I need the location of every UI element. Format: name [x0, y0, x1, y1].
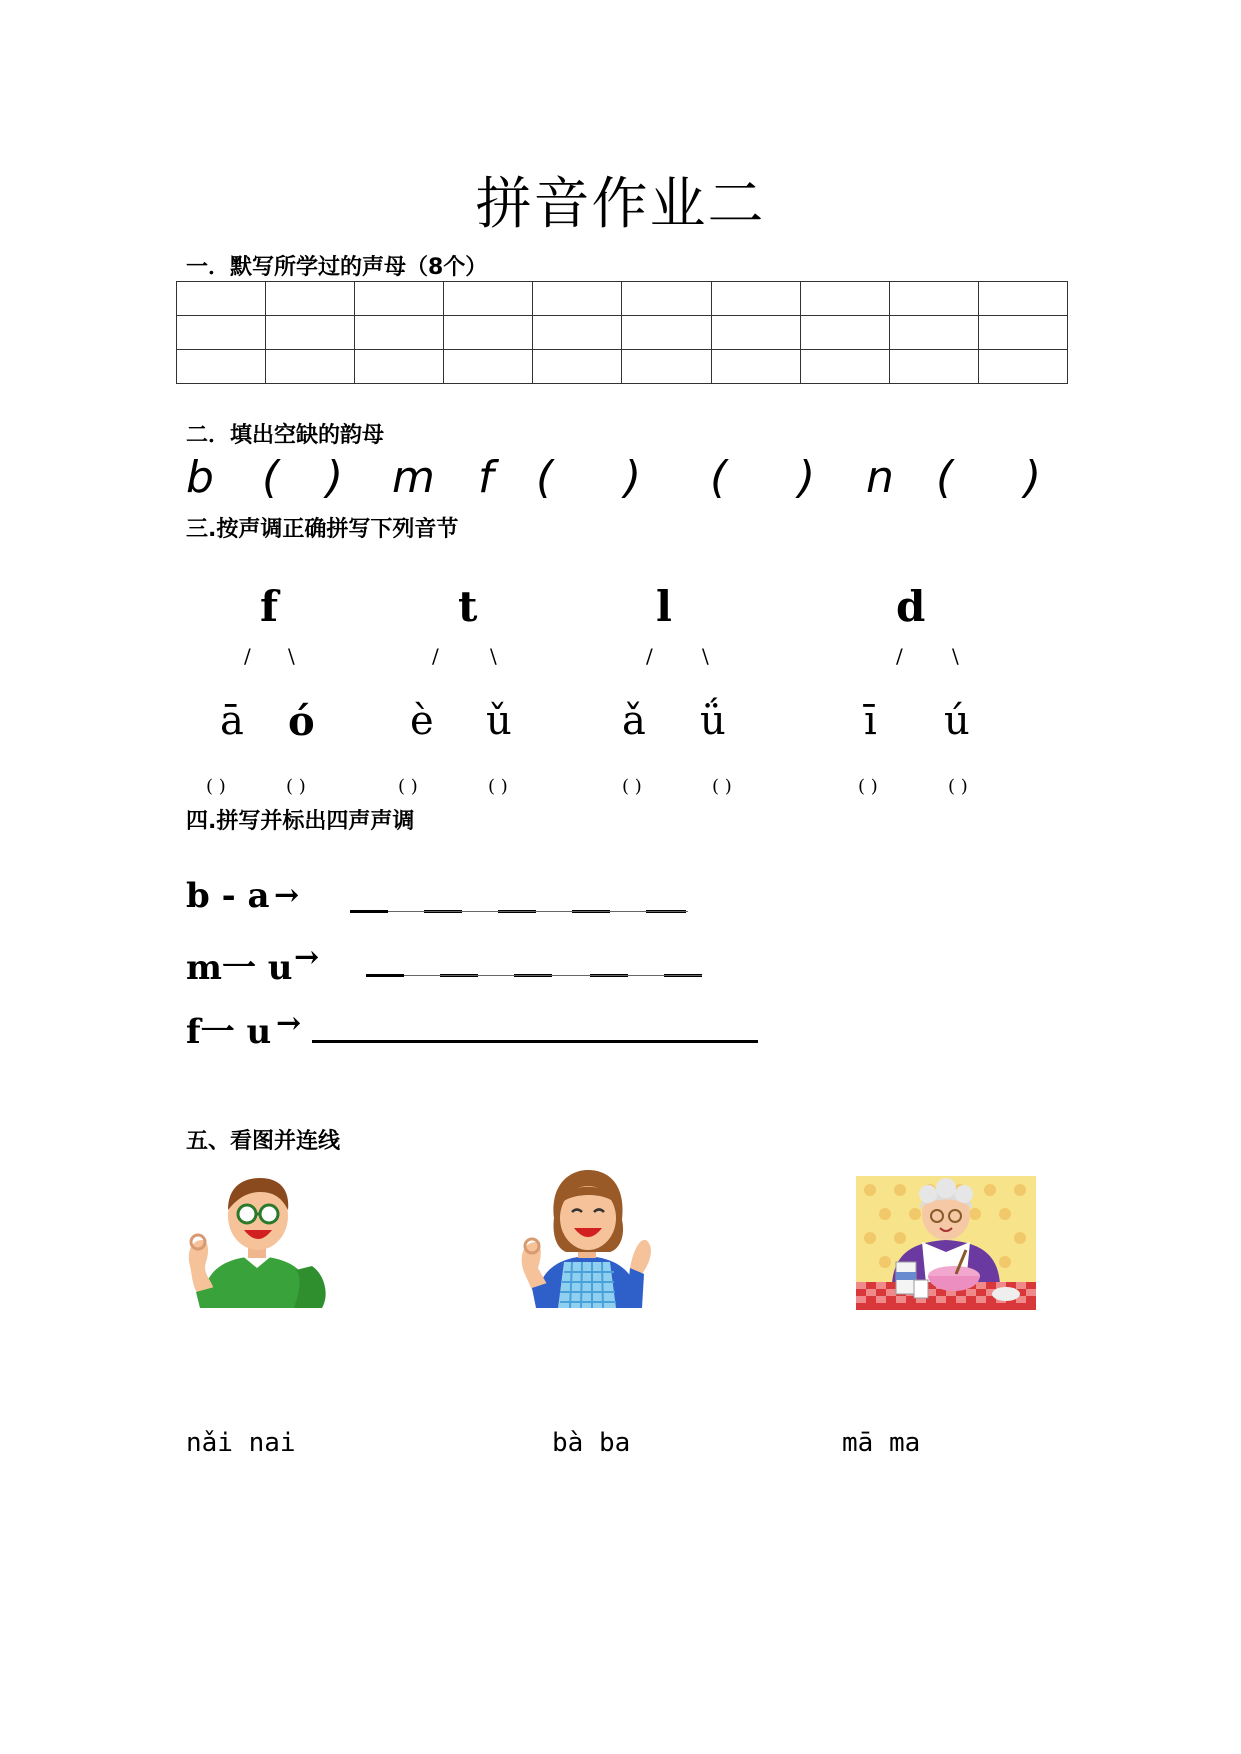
final-v2: ǘ	[700, 698, 726, 744]
blank-1-open: (	[262, 452, 280, 503]
row-fu-label: f一 u	[186, 1012, 272, 1052]
final-a3: ǎ	[622, 698, 646, 744]
blank-4-close: )	[1024, 452, 1042, 503]
pinyin-label-nainai: nǎi nai	[186, 1428, 296, 1458]
initials-writing-grid	[176, 281, 1068, 384]
arrow-icon: →	[274, 878, 300, 913]
section-5-heading: 五、看图并连线	[186, 1129, 341, 1154]
arrow-icon: →	[276, 1006, 302, 1041]
initial-b: b	[186, 452, 214, 503]
row-ba-label: b - a	[186, 876, 270, 916]
answer-paren: ( )	[398, 776, 418, 797]
row-mu-label: m一 u	[186, 948, 293, 988]
answer-paren: ( )	[206, 776, 226, 797]
underline-divider	[388, 911, 688, 912]
blank-1-close: )	[326, 452, 344, 503]
pinyin-label-baba: bà ba	[552, 1428, 631, 1458]
answer-blank	[366, 974, 404, 977]
grandma-baking-illustration	[856, 1176, 1036, 1310]
slash-left: /	[432, 644, 439, 668]
blank-2-open: (	[536, 452, 554, 503]
section-3-heading: 三.按声调正确拼写下列音节	[186, 517, 459, 542]
father-illustration	[184, 1170, 330, 1308]
answer-line	[312, 1040, 758, 1043]
initial-l-label: l	[656, 582, 672, 631]
slash-right: \	[490, 644, 497, 668]
slash-left: /	[244, 644, 251, 668]
section-4-heading: 四.拼写并标出四声声调	[186, 809, 415, 834]
final-u2: ú	[944, 698, 970, 744]
answer-paren: ( )	[488, 776, 508, 797]
slash-right: \	[288, 644, 295, 668]
blank-3-open: (	[710, 452, 728, 503]
section-2-heading: 二．填出空缺的韵母	[186, 423, 385, 448]
initial-f-label: f	[260, 582, 279, 631]
answer-paren: ( )	[712, 776, 732, 797]
answer-paren: ( )	[286, 776, 306, 797]
underline-divider	[404, 975, 702, 976]
blank-4-open: (	[936, 452, 954, 503]
slash-left: /	[896, 644, 903, 668]
initial-f: f	[478, 452, 494, 503]
blank-3-close: )	[798, 452, 816, 503]
answer-paren: ( )	[858, 776, 878, 797]
final-e4: è	[410, 698, 434, 744]
pinyin-label-mama: mā ma	[842, 1428, 921, 1458]
initial-t-label: t	[458, 582, 478, 631]
slash-right: \	[702, 644, 709, 668]
slash-left: /	[646, 644, 653, 668]
initial-d-label: d	[896, 582, 926, 631]
page-title: 拼音作业二	[475, 172, 766, 237]
arrow-icon: →	[294, 940, 320, 975]
section-1-heading: 一．默写所学过的声母（8个）	[186, 255, 488, 280]
final-u3: ǔ	[486, 698, 512, 744]
answer-paren: ( )	[622, 776, 642, 797]
answer-paren: ( )	[948, 776, 968, 797]
final-o2: ó	[288, 698, 315, 745]
initial-m: m	[392, 452, 435, 503]
final-i1: ī	[864, 698, 877, 744]
blank-2-close: )	[624, 452, 642, 503]
final-a1: ā	[220, 698, 244, 744]
mother-illustration	[514, 1164, 660, 1308]
initial-n: n	[866, 452, 894, 503]
answer-blank	[350, 910, 388, 913]
slash-right: \	[952, 644, 959, 668]
